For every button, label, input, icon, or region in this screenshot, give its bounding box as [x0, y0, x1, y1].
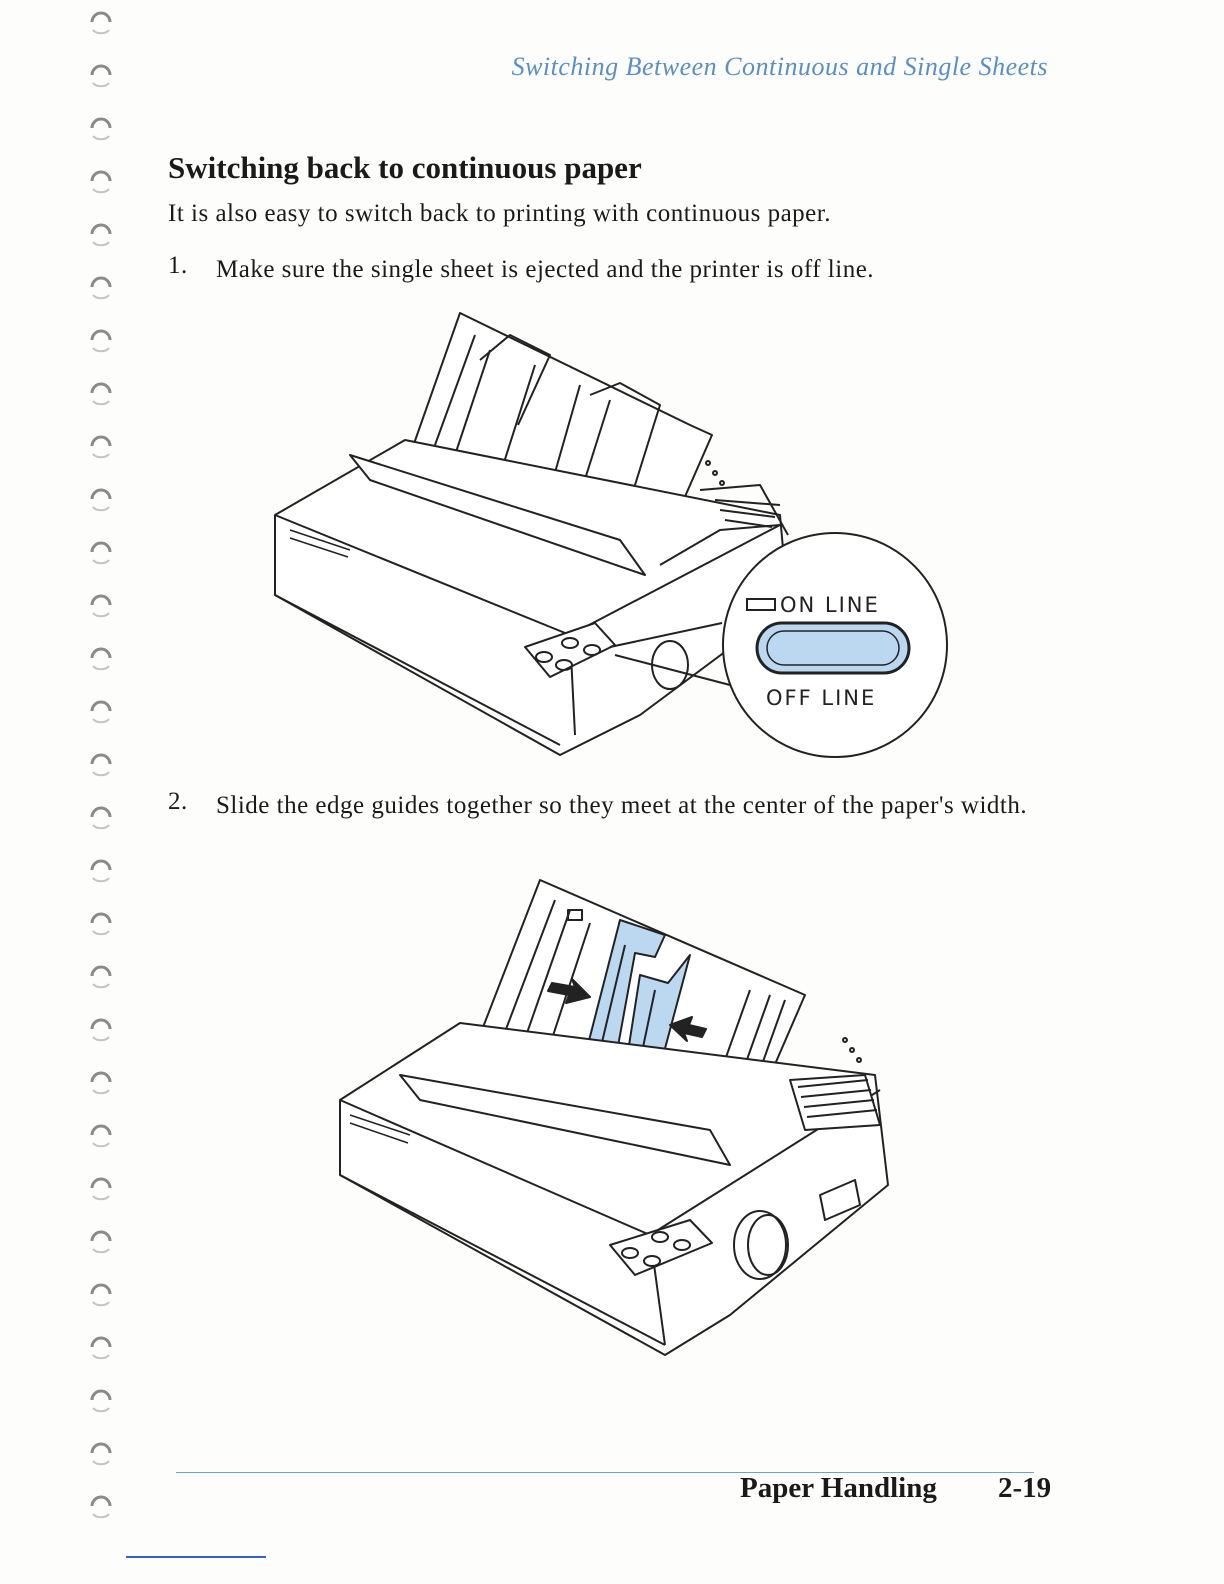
online-indicator-icon: [747, 599, 775, 610]
section-heading: Switching back to continuous paper: [168, 150, 642, 185]
spiral-binding: [80, 0, 120, 1584]
bottom-rule: [126, 1556, 266, 1558]
intro-paragraph: It is also easy to switch back to printing with continuous paper.: [168, 200, 831, 227]
running-head: Switching Between Continuous and Single Sheets: [511, 52, 1048, 81]
edge-guides-figure: [320, 875, 920, 1365]
step-1-number: 1.: [168, 252, 188, 279]
printer-body: [275, 440, 788, 755]
step-1-text: Make sure the single sheet is ejected and the printer is off line.: [216, 256, 875, 283]
online-label: ON LINE: [780, 593, 880, 617]
step-2-text: Slide the edge guides together so they meet at the center of the paper's width.: [216, 792, 1028, 819]
footer-chapter-title: Paper Handling: [740, 1472, 937, 1504]
step-2-number: 2.: [168, 788, 188, 815]
page-number: 2-19: [998, 1472, 1052, 1504]
printer-body: [340, 1023, 888, 1355]
step-2: [168, 788, 1046, 823]
printer-online-figure: [260, 305, 960, 765]
offline-label: OFF LINE: [766, 686, 877, 710]
step-1: [168, 252, 1046, 287]
platen-knob: [734, 1211, 786, 1279]
